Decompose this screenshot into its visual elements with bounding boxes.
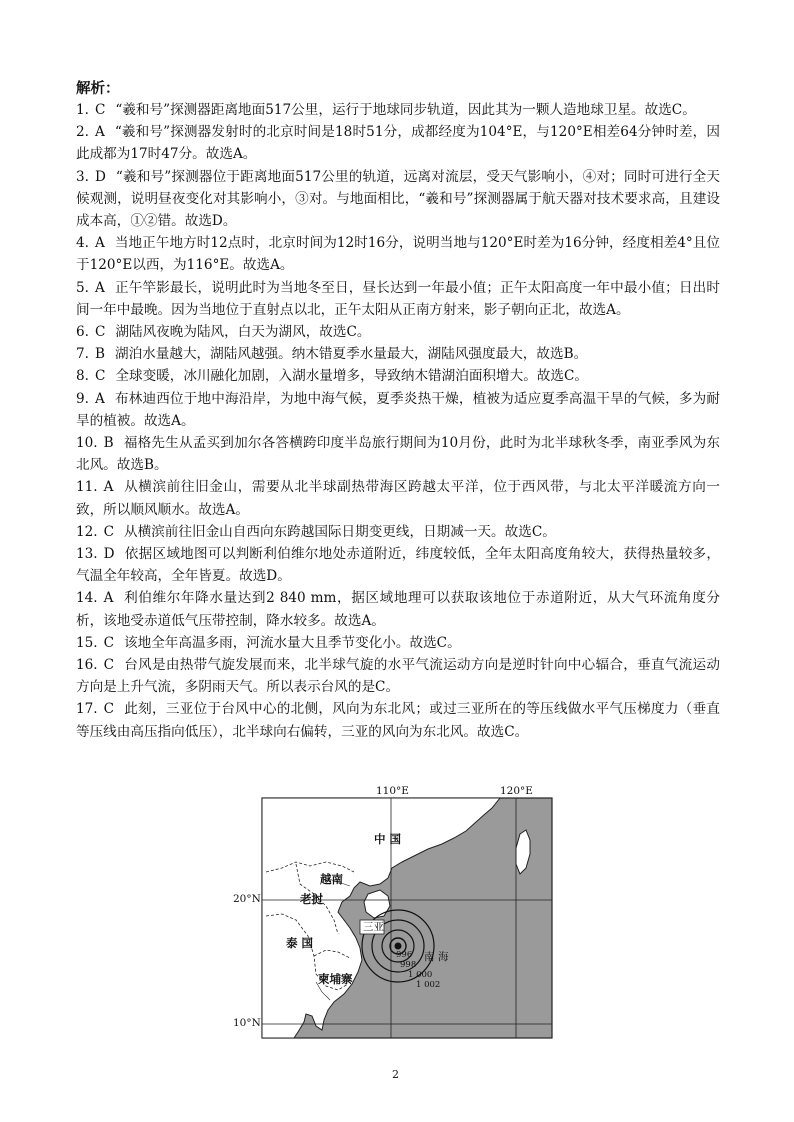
label-vietnam: 越南	[320, 872, 343, 886]
answer-explanation: 当地正午地方时12点时，北京时间为12时16分，说明当地与120°E时差为16分钟，经度相差4°且位于120°E以西，为116°E。故选A。	[76, 235, 720, 274]
answer-item	[76, 632, 720, 654]
answer-letter: A	[103, 479, 114, 496]
answer-explanation: 此刻，三亚位于台风中心的北侧，风向为东北风；或过三亚所在的等压线做水平气压梯度力（垂直等压线由高压指向低压），北半球向右偏转，三亚的风向为东北风。故选C。	[76, 701, 720, 740]
answer-explanation: 该地全年高温多雨，河流水量大且季节变化小。故选C。	[124, 634, 461, 651]
answer-item	[76, 321, 720, 343]
label-thailand: 泰 国	[286, 936, 314, 950]
label-china: 中 国	[374, 832, 402, 846]
answer-letter: D	[103, 546, 115, 563]
answer-number: 8.	[76, 368, 89, 385]
answer-item	[76, 587, 720, 631]
answer-letter: D	[94, 168, 106, 185]
label-south-sea-2: 海	[438, 951, 449, 963]
answer-letter: C	[103, 657, 115, 674]
page-number: 2	[392, 1068, 399, 1081]
answer-item	[76, 388, 720, 432]
answer-item	[76, 365, 720, 387]
answer-number: 6.	[76, 324, 89, 341]
typhoon-map	[230, 786, 560, 1048]
map-drawing	[230, 786, 560, 1048]
answer-item	[76, 343, 720, 365]
answer-item	[76, 432, 720, 476]
answer-number: 9.	[76, 390, 89, 407]
label-sanya: 三亚	[363, 921, 384, 933]
answer-explanation: “羲和号”探测器位于距离地面517公里的轨道，远离对流层，受天气影响小，④对；同时可进行全天候观测，说明昼夜变化对其影响小，③对。与地面相比，“羲和号”探测器属于航天器对技术要求高，且建设成本高，①②错。故选D。	[76, 168, 720, 230]
answer-letter: C	[103, 701, 115, 718]
answer-number: 4.	[76, 235, 89, 252]
label-south-sea-1: 南	[424, 951, 435, 963]
answer-item	[76, 698, 720, 742]
answer-letter: A	[94, 390, 105, 407]
answer-number: 2.	[76, 124, 89, 141]
answer-letter: C	[94, 102, 106, 118]
answer-item	[76, 166, 720, 233]
answer-explanation: 从横滨前往旧金山，需要从北半球副热带海区跨越太平洋，位于西风带，与北太平洋暖流方向一致，所以顺风顺水。故选A。	[76, 479, 720, 518]
answer-letter: A	[94, 235, 105, 252]
answer-number: 14.	[76, 590, 98, 607]
answer-number: 16.	[76, 657, 98, 674]
isobar-label-996: 996	[396, 950, 413, 960]
answer-letter: A	[94, 124, 105, 141]
answer-item	[76, 232, 720, 276]
answer-explanation: 全球变暖，冰川融化加剧，入湖水量增多，导致纳木错湖泊面积增大。故选C。	[115, 368, 588, 385]
isobar-label-1002: 1 002	[416, 980, 441, 990]
answer-number: 17.	[76, 701, 98, 718]
answer-letter: C	[103, 523, 115, 540]
answer-explanation: 利伯维尔年降水量达到2 840 mm，据区域地理可以获取该地位于赤道附近，从大气环流角度分析，该地受赤道低气压带控制，降水较多。故选A。	[76, 590, 720, 629]
answer-item	[76, 476, 720, 520]
lon-label-120e: 120°E	[500, 785, 533, 797]
lon-label-110e: 110°E	[376, 785, 409, 797]
answer-number: 5.	[76, 279, 89, 296]
label-laos: 老挝	[300, 892, 323, 906]
answer-explanation: 湖泊水量越大，湖陆风越强。纳木错夏季水量最大，湖陆风强度最大，故选B。	[114, 346, 588, 363]
answer-number: 13.	[76, 546, 98, 563]
answer-letter: B	[103, 435, 114, 452]
isobar-label-1000: 1 000	[408, 970, 433, 980]
answer-number: 12.	[76, 523, 98, 540]
answer-letter: B	[94, 346, 105, 363]
answer-letter: C	[94, 368, 106, 385]
answer-explanation: 正午竿影最长，说明此时为当地冬至日，昼长达到一年最小值；正午太阳高度一年中最小值；日出时间一年中最晚。因为当地位于直射点以北，正午太阳从正南方射来，影子朝向正北，故选A。	[76, 279, 720, 318]
lat-label-20n: 20°N	[233, 893, 261, 905]
answer-letter: A	[103, 590, 114, 607]
answer-item	[76, 521, 720, 543]
answer-number: 3.	[76, 168, 89, 185]
answer-number: 10.	[76, 435, 98, 452]
answer-explanation: “羲和号”探测器距离地面517公里，运行于地球同步轨道，因此其为一颗人造地球卫星。故选C。	[115, 102, 696, 118]
answer-item	[76, 654, 720, 698]
lat-label-10n: 10°N	[233, 1017, 261, 1029]
typhoon-eye	[395, 943, 402, 950]
answer-item	[76, 277, 720, 321]
analysis-heading: 解析：	[76, 81, 120, 97]
isobar-label-998: 998	[400, 960, 417, 970]
label-cambodia: 柬埔寨	[318, 972, 353, 986]
answer-list	[76, 99, 720, 743]
answer-letter: C	[103, 634, 115, 651]
answer-explanation: 福格先生从孟买到加尔各答横跨印度半岛旅行期间为10月份，此时为北半球秋冬季，南亚季风为东北风。故选B。	[76, 435, 720, 474]
answer-explanation: 湖陆风夜晚为陆风，白天为湖风，故选C。	[115, 324, 371, 341]
answer-item	[76, 121, 720, 165]
answer-number: 11.	[76, 479, 98, 496]
answer-explanation: 布林迪西位于地中海沿岸，为地中海气候，夏季炎热干燥，植被为适应夏季高温干旱的气候，多为耐旱的植被。故选A。	[76, 390, 720, 429]
answer-number: 1.	[76, 102, 89, 118]
answer-item	[76, 543, 720, 587]
answer-letter: C	[94, 324, 106, 341]
answer-number: 15.	[76, 634, 98, 651]
answer-letter: A	[94, 279, 105, 296]
answer-number: 7.	[76, 346, 89, 363]
answer-explanation: 依据区域地图可以判断利伯维尔地处赤道附近，纬度较低，全年太阳高度角较大，获得热量较多，气温全年较高，全年皆夏。故选D。	[76, 546, 720, 585]
answer-item	[76, 99, 720, 121]
answer-explanation: 从横滨前往旧金山自西向东跨越国际日期变更线，日期减一天。故选C。	[124, 523, 556, 540]
answer-explanation: 台风是由热带气旋发展而来，北半球气旋的水平气流运动方向是逆时针向中心辐合，垂直气流运动方向是上升气流，多阴雨天气。所以表示台风的是C。	[76, 657, 720, 696]
answer-explanation: “羲和号”探测器发射时的北京时间是18时51分，成都经度为104°E，与120°E相差64分钟时差，因此成都为17时47分。故选A。	[76, 124, 720, 163]
